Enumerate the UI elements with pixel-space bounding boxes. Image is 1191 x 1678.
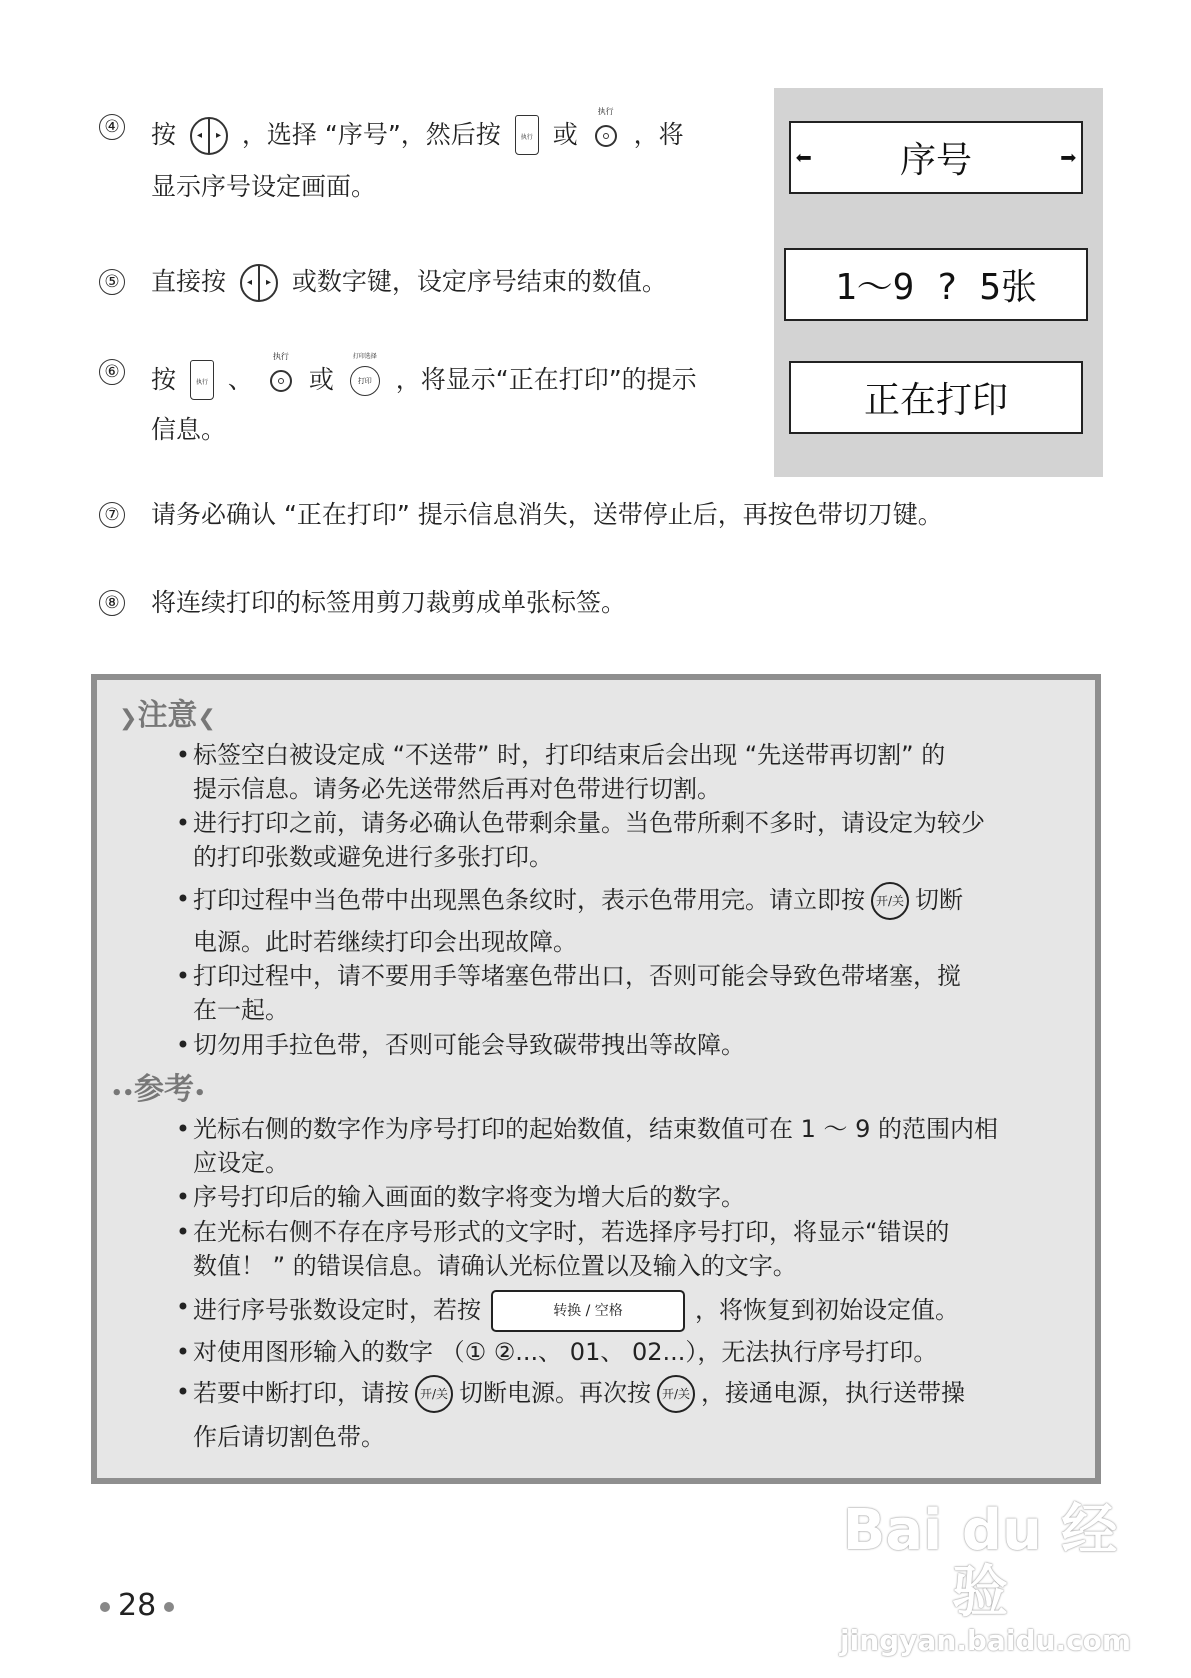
sparkle-right-icon: ❮	[197, 706, 216, 731]
watermark-url: jingyan.baidu.com	[840, 1624, 1132, 1657]
exec-dial-icon: 执行	[267, 352, 295, 398]
convert-space-key-icon: 转换 / 空格	[491, 1290, 685, 1332]
sparkle-left-icon: ❯	[119, 706, 138, 731]
lcd-screen-serial: ⬅ 序号 ➡	[789, 121, 1083, 194]
lcd-illustration-panel	[774, 88, 1103, 477]
step-text-line2: 显示序号设定画面。	[151, 172, 377, 201]
power-key-icon: 开/关	[415, 1375, 453, 1413]
left-arrow-icon: ⬅	[795, 141, 812, 174]
dots-left-icon: ••	[111, 1083, 135, 1104]
print-key-icon: 打印选择 打印	[348, 352, 382, 398]
step-number: ④	[95, 107, 129, 147]
exec-key-icon: 执行	[515, 115, 539, 155]
power-key-icon: 开/关	[657, 1375, 695, 1413]
step-number: ⑤	[95, 262, 129, 302]
page-number: 28	[92, 1588, 182, 1623]
step-text: 按 ◂ ▸ ，选择 “序号”，然后按 执行 或 执行 ，将	[151, 107, 684, 155]
step-text: 直接按 ◂ ▸ 或数字键，设定序号结束的数值。	[151, 262, 667, 302]
step-number: ⑧	[95, 583, 129, 623]
step-number: ⑥	[95, 352, 129, 392]
exec-dial-icon: 执行	[592, 107, 620, 153]
exec-key-icon: 执行	[190, 360, 214, 400]
lcd-screen-range: 1～9 ? 5张	[784, 248, 1088, 321]
step-text: 请务必确认 “正在打印” 提示信息消失，送带停止后，再按色带切刀键。	[151, 500, 943, 529]
step-text: 将连续打印的标签用剪刀裁剪成单张标签。	[151, 588, 627, 617]
left-right-key-icon: ◂ ▸	[240, 264, 278, 302]
notes-box: ❯注意❮ • 标签空白被设定成 “不送带” 时，打印结束后会出现 “先送带再切割” 的 提示信息。请务必先送带然后再对色带进行切割。 • 进行打印之前，请务必确认色带剩余量。当色带所剩不多时，请设定为较少 的打印张数或避免进行多张打印。 • 打印过程中当色带中出现黑色条纹时，表示色带用完。请立即按 开/关 切断 电源。此时若继续打印会出现故障。 • 打印过程中，请不要用手等堵塞色带出口，否则可能会导致色带堵塞，搅 在一起。 • 切勿用手拉色带，否则可能会导致碳带拽出等故障。 ••参考• • 光标右侧的数字作为序号打印的起始数值，结束数值可在 1 ～ 9 的范围内相 应设定。 • 序号打印后的输入画面的数字将变为增大后的数字。 • 在光标右侧不存在序号形式的文字时，若选择序号打印，将显示“错误的 数值！ ” 的错误信息。请确认光标位置以及输入的文字。 • 进行序号张数设定时，若按 转换 / 空格 ，将恢复到初始设定值。 • 对使用图形输入的数字 （① ②...、 01、 02...），无法执行序号打印。 • 若要中断打印，请按 开/关 切断电源。再次按 开/关 ，接通电源，执行送带操 作后请切割色带。	[91, 674, 1101, 1484]
power-key-icon: 开/关	[871, 882, 909, 920]
dot-icon	[100, 1602, 110, 1612]
dot-icon	[164, 1602, 174, 1612]
step-text-line2: 信息。	[151, 415, 227, 444]
step-text: 按 执行 、 执行 或 打印选择 打印 ，将显示“正在打印”的提示	[151, 352, 697, 400]
caution-heading: ❯注意❮	[119, 698, 216, 733]
dot-right-icon: •	[194, 1083, 206, 1104]
watermark-brand: Bai du 经验	[842, 1498, 1118, 1625]
step-number: ⑦	[95, 495, 129, 535]
left-right-key-icon: ◂ ▸	[190, 117, 228, 155]
lcd-screen-printing: 正在打印	[789, 361, 1083, 434]
baidu-jingyan-watermark	[840, 1498, 1132, 1658]
reference-heading: ••参考•	[111, 1072, 206, 1107]
right-arrow-icon: ➡	[1060, 141, 1077, 174]
